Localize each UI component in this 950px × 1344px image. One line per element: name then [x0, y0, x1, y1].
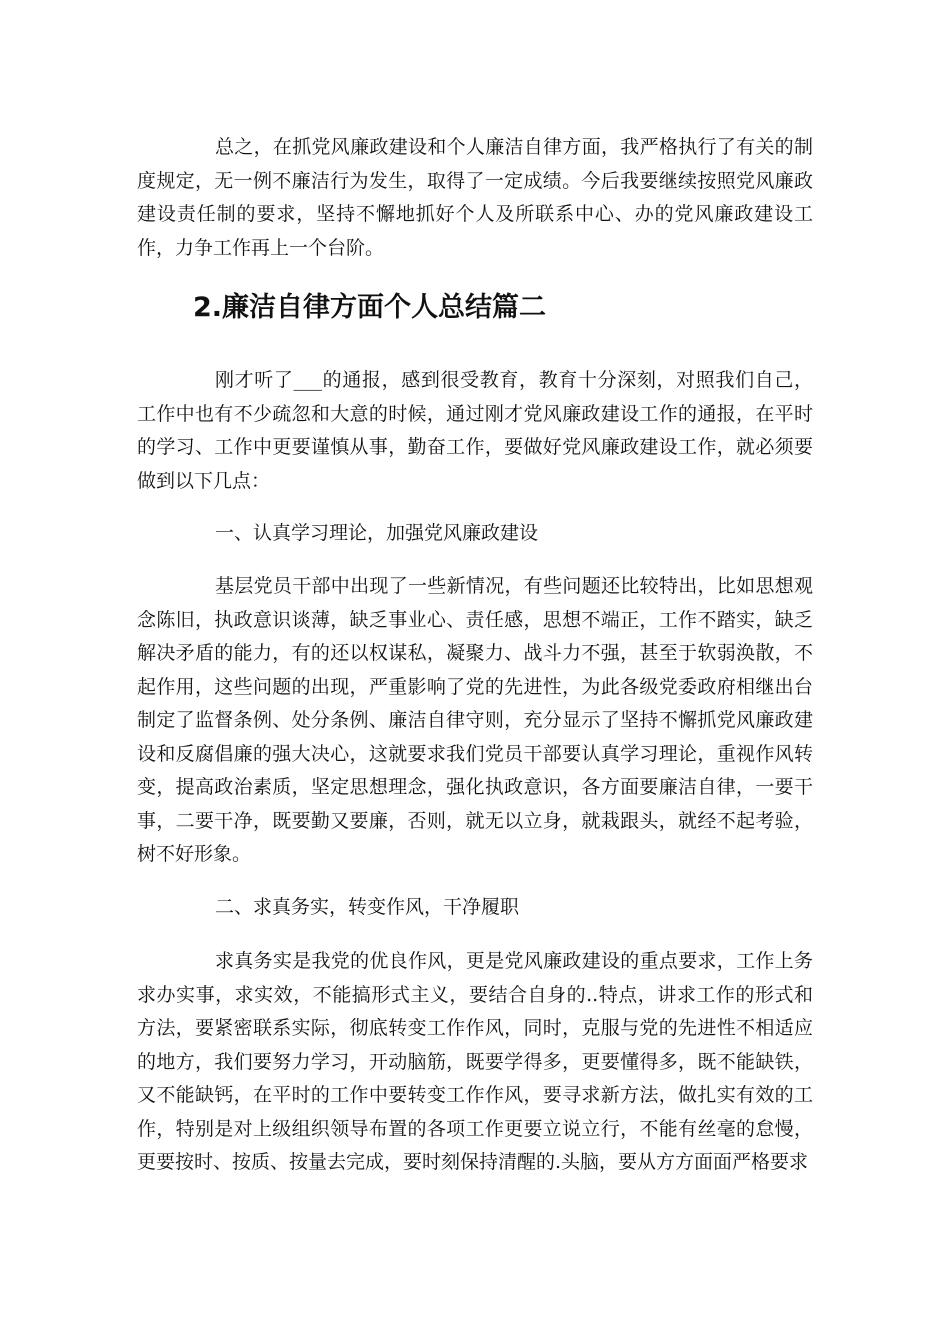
section-heading: 2.廉洁自律方面个人总结篇二	[193, 292, 547, 323]
subheading-work-style: 二、求真务实，转变作风，干净履职	[215, 896, 520, 918]
paragraph-summary: 总之，在抓党风廉政建设和个人廉洁自律方面，我严格执行了有关的制度规定，无一例不廉洁行为发生，取得了一定成绩。今后我要继续按照党风廉政建设责任制的要求，坚持不懈地抓好个人及所联系中心、办的党风廉政建设工作，力争工作再上一个台阶。	[137, 136, 813, 259]
paragraph-work-style: 求真务实是我党的优良作风，更是党风廉政建设的重点要求，工作上务求办实事，求实效，不能搞形式主义，要结合自身的..特点，讲求工作的形式和方法，要紧密联系实际，彻底转变工作作风，同时，克服与党的先进性不相适应的地方，我们要努力学习，开动脑筋，既要学得多，更要懂得多，既不能缺铁，又不能缺钙，在平时的工作中要转变工作作风，要寻求新方法，做扎实有效的工作，特别是对上级组织领导布置的各项工作更要立说立行，不能有丝毫的怠慢，更要按时、按质、按量去完成，要时刻保持清醒的.头脑，要从方方面面严格要求	[137, 950, 813, 1173]
paragraph-study-theory: 基层党员干部中出现了一些新情况，有些问题还比较特出，比如思想观念陈旧，执政意识谈薄，缺乏事业心、责任感，思想不端正，工作不踏实，缺乏解决矛盾的能力，有的还以权谋私，凝聚力、战斗力不强，甚至于软弱涣散，不起作用，这些问题的出现，严重影响了党的先进性，为此各级党委政府相继出台制定了监督条例、处分条例、廉洁自律守则，充分显示了坚持不懈抓党风廉政建设和反腐倡廉的强大决心，这就要求我们党员干部要认真学习理论，重视作风转变，提高政治素质，坚定思想理念，强化执政意识，各方面要廉洁自律，一要干事，二要干净，既要勤又要廉，否则，就无以立身，就栽跟头，就经不起考验，树不好形象。	[137, 575, 813, 865]
paragraph-intro: 刚才听了___的通报，感到很受教育，教育十分深刻，对照我们自己，工作中也有不少疏忽和大意的时候，通过刚才党风廉政建设工作的通报，在平时的学习、工作中更要谨慎从事，勤奋工作，要做好党风廉政建设工作，就必须要做到以下几点：	[137, 369, 813, 492]
subheading-study-theory: 一、认真学习理论，加强党风廉政建设	[215, 522, 539, 544]
